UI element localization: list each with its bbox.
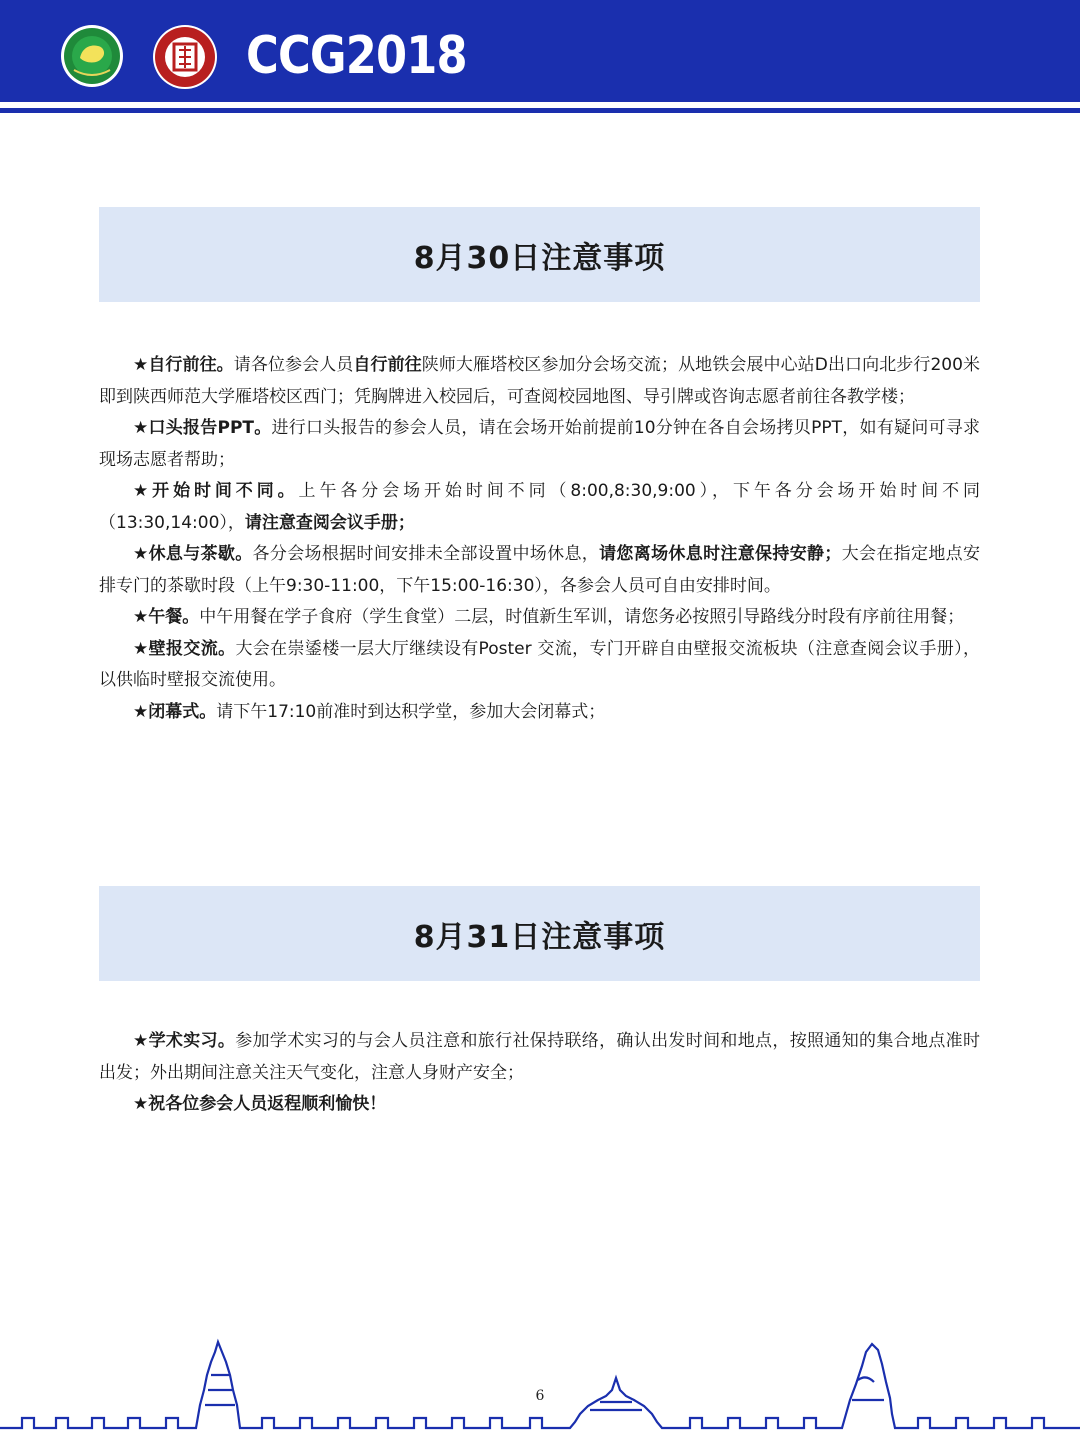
notice-emphasis: 请您离场休息时注意保持安静； <box>599 544 842 564</box>
notice-text: 中午用餐在学子食府（学生食堂）二层，时值新生军训，请您务必按照引导路线分时段有序前往用餐； <box>199 607 965 627</box>
notice-label: ★午餐。 <box>133 607 200 627</box>
notice-text: 请各位参会人员 <box>233 355 354 375</box>
notice-item <box>99 697 980 729</box>
notice-item <box>99 1026 980 1089</box>
association-emblem-icon <box>60 24 124 88</box>
notice-text: 陕师大雁塔校区参加分会场交流；从地铁会展中心站D出口向北步行200米即到陕西师范大学雁塔校区西门；凭胸牌进入校园后，可查阅校园地图、导引牌或咨询志愿者前往各教学楼； <box>99 355 981 407</box>
section-heading-band <box>99 886 980 981</box>
notice-item <box>99 539 980 602</box>
notice-label: ★壁报交流。 <box>133 638 236 659</box>
notice-text: 请下午17:10前准时到达积学堂，参加大会闭幕式； <box>216 701 606 722</box>
notice-text: 进行口头报告的参会人员，请在会场开始前提前10分钟在各自会场拷贝PPT，如有疑问可寻求现场志愿者帮助； <box>99 418 980 470</box>
notice-item <box>99 413 980 476</box>
notice-text: 参加学术实习的与会人员注意和旅行社保持联络，确认出发时间和地点，按照通知的集合地点准时出发；外出期间注意关注天气变化，注意人身财产安全； <box>99 1031 980 1083</box>
page-number: 6 <box>535 1388 545 1404</box>
conference-brand: CCG2018 <box>246 26 467 86</box>
notice-label: ★学术实习。 <box>133 1031 236 1051</box>
section-body-aug30 <box>99 350 980 728</box>
university-seal-icon <box>152 24 218 90</box>
notice-label: ★自行前往。 <box>133 355 234 375</box>
section-title-aug30: 8月30日注意事项 <box>413 240 666 276</box>
section-body-aug31 <box>99 1026 980 1121</box>
header-banner <box>0 0 1080 102</box>
notice-item <box>99 634 980 697</box>
notice-item <box>99 350 980 413</box>
notice-text: 大会在崇鋈楼一层大厅继续设有Poster 交流，专门开辟自由壁报交流板块（注意查阅会议手册），以供临时壁报交流使用。 <box>99 638 980 690</box>
section-title-aug31: 8月31日注意事项 <box>413 919 666 955</box>
notice-label: ★休息与茶歇。 <box>133 544 253 564</box>
notice-item <box>99 602 980 634</box>
notice-text: 各分会场根据时间安排未全部设置中场休息， <box>252 544 600 564</box>
notice-label: ★开始时间不同。 <box>133 481 299 501</box>
notice-text: 大会在指定地点安排专门的茶歇时段（上午9:30-11:00，下午15:00-16:30），各参会人员可自由安排时间。 <box>99 544 980 596</box>
section-heading-band <box>99 207 980 302</box>
notice-text: 上午各分会场开始时间不同（8:00,8:30,9:00），下午各分会场开始时间不同（13:30,14:00）， <box>99 481 980 533</box>
notice-item <box>99 476 980 539</box>
notice-emphasis: 请注意查阅会议手册； <box>244 512 415 533</box>
notice-label: ★闭幕式。 <box>133 701 217 722</box>
notice-item <box>99 1089 980 1121</box>
notice-label: ★口头报告PPT。 <box>133 418 272 438</box>
header-divider-blue <box>0 108 1080 113</box>
notice-label: ★祝各位参会人员返程顺利愉快！ <box>133 1094 387 1114</box>
notice-emphasis: 自行前往 <box>353 355 422 375</box>
